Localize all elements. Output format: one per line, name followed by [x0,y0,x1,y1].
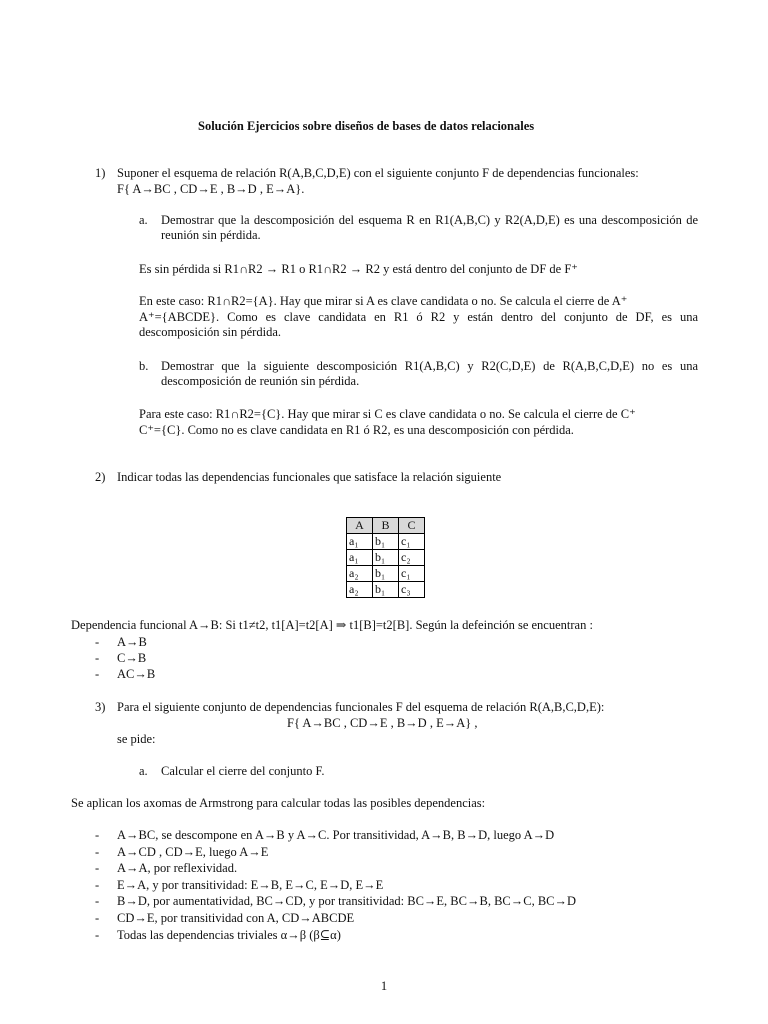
relation-table [346,517,425,598]
q2-text: Indicar todas las dependencias funcionales que satisface la relación siguiente [117,470,502,484]
table-cell: b₁ [373,534,399,550]
table-row [347,534,425,550]
table-cell: c₁ [399,566,425,582]
q1b-answer-line1: Para este caso: R1∩R2={C}. Hay que mirar si C es clave candidata o no. Se calcula el cierre de C⁺ [139,407,636,421]
bullet: - [95,845,100,859]
page-title: Solución Ejercicios sobre diseños de bases de datos relacionales [198,119,535,133]
q3-line2: F{ A→BC , CD→E , B→D , E→A} , [287,716,478,730]
table-header-cell: B [373,518,399,534]
q1-rule: Es sin pérdida si R1∩R2 → R1 o R1∩R2 → R2 y está dentro del conjunto de DF de F⁺ [139,262,578,276]
q2-definition: Dependencia funcional A→B: Si t1≠t2, t1[A]=t2[A] ⇒ t1[B]=t2[B]. Según la defeinción se encuentran : [71,618,593,632]
q2-item: C→B [117,651,147,665]
table-cell: a₁ [347,550,373,566]
table-cell: b₁ [373,550,399,566]
q2-number: 2) [95,470,106,484]
table-cell: b₁ [373,582,399,598]
table-row [347,550,425,566]
bullet: - [95,911,100,925]
q1-line1: Suponer el esquema de relación R(A,B,C,D,E) con el siguiente conjunto F de dependencias funcionales: [117,166,639,180]
table-header-cell: A [347,518,373,534]
bullet: - [95,861,100,875]
bullet: - [95,667,100,681]
q3-item: B→D, por aumentatividad, BC→CD, y por transitividad: BC→E, BC→B, BC→C, BC→D [117,894,577,908]
page-number: 1 [380,979,388,993]
table-row [347,582,425,598]
q3-line1: Para el siguiente conjunto de dependencias funcionales F del esquema de relación R(A,B,C,D,E): [117,700,605,714]
q1a-text: Demostrar que la descomposición del esquema R en R1(A,B,C) y R2(A,D,E) es una descomposición de reunión sin pérdida. [161,213,698,242]
table-header-row [347,518,425,534]
q2-item: A→B [117,635,147,649]
table-cell: a₂ [347,566,373,582]
q1a-label: a. [139,213,148,227]
q1b-label: b. [139,359,149,373]
bullet: - [95,828,100,842]
q3-intro: Se aplican los axomas de Armstrong para calcular todas las posibles dependencias: [71,796,486,810]
q2-item: AC→B [117,667,156,681]
table-cell: c₂ [399,550,425,566]
q3-item: A→BC, se descompone en A→B y A→C. Por transitividad, A→B, B→D, luego A→D [117,828,555,842]
bullet: - [95,878,100,892]
table-row [347,566,425,582]
q1-number: 1) [95,166,106,180]
bullet: - [95,651,100,665]
table-header-cell: C [399,518,425,534]
table-cell: c₁ [399,534,425,550]
q1a-answer-rest: A⁺={ABCDE}. Como es clave candidata en R1 ó R2 y están dentro del conjunto de DF, es una descomposición sin pérdida. [139,310,698,339]
q1a-answer-line1: En este caso: R1∩R2={A}. Hay que mirar si A es clave candidata o no. Se calcula el cierre de A⁺ [139,294,628,308]
q3-item: Todas las dependencias triviales α→β (β⊆α) [117,928,341,942]
q3a-text: Calcular el cierre del conjunto F. [161,764,325,778]
q3-item: CD→E, por transitividad con A, CD→ABCDE [117,911,355,925]
table-cell: c₃ [399,582,425,598]
q1b-answer-line2: C⁺={C}. Como no es clave candidata en R1 ó R2, es una descomposición con pérdida. [139,423,574,437]
q3-item: A→A, por reflexividad. [117,861,238,875]
q3a-label: a. [139,764,148,778]
table-cell: a₁ [347,534,373,550]
q3-number: 3) [95,700,106,714]
bullet: - [95,635,100,649]
table-cell: b₁ [373,566,399,582]
q3-item: A→CD , CD→E, luego A→E [117,845,269,859]
q3-line3: se pide: [117,732,156,746]
q1-line2: F{ A→BC , CD→E , B→D , E→A}. [117,182,305,196]
table-cell: a₂ [347,582,373,598]
bullet: - [95,894,100,908]
q1b-text: Demostrar que la siguiente descomposición R1(A,B,C) y R2(C,D,E) de R(A,B,C,D,E) no es una descomposición de reunión sin pérdida. [161,359,698,388]
bullet: - [95,928,100,942]
q3-item: E→A, y por transitividad: E→B, E→C, E→D, E→E [117,878,384,892]
